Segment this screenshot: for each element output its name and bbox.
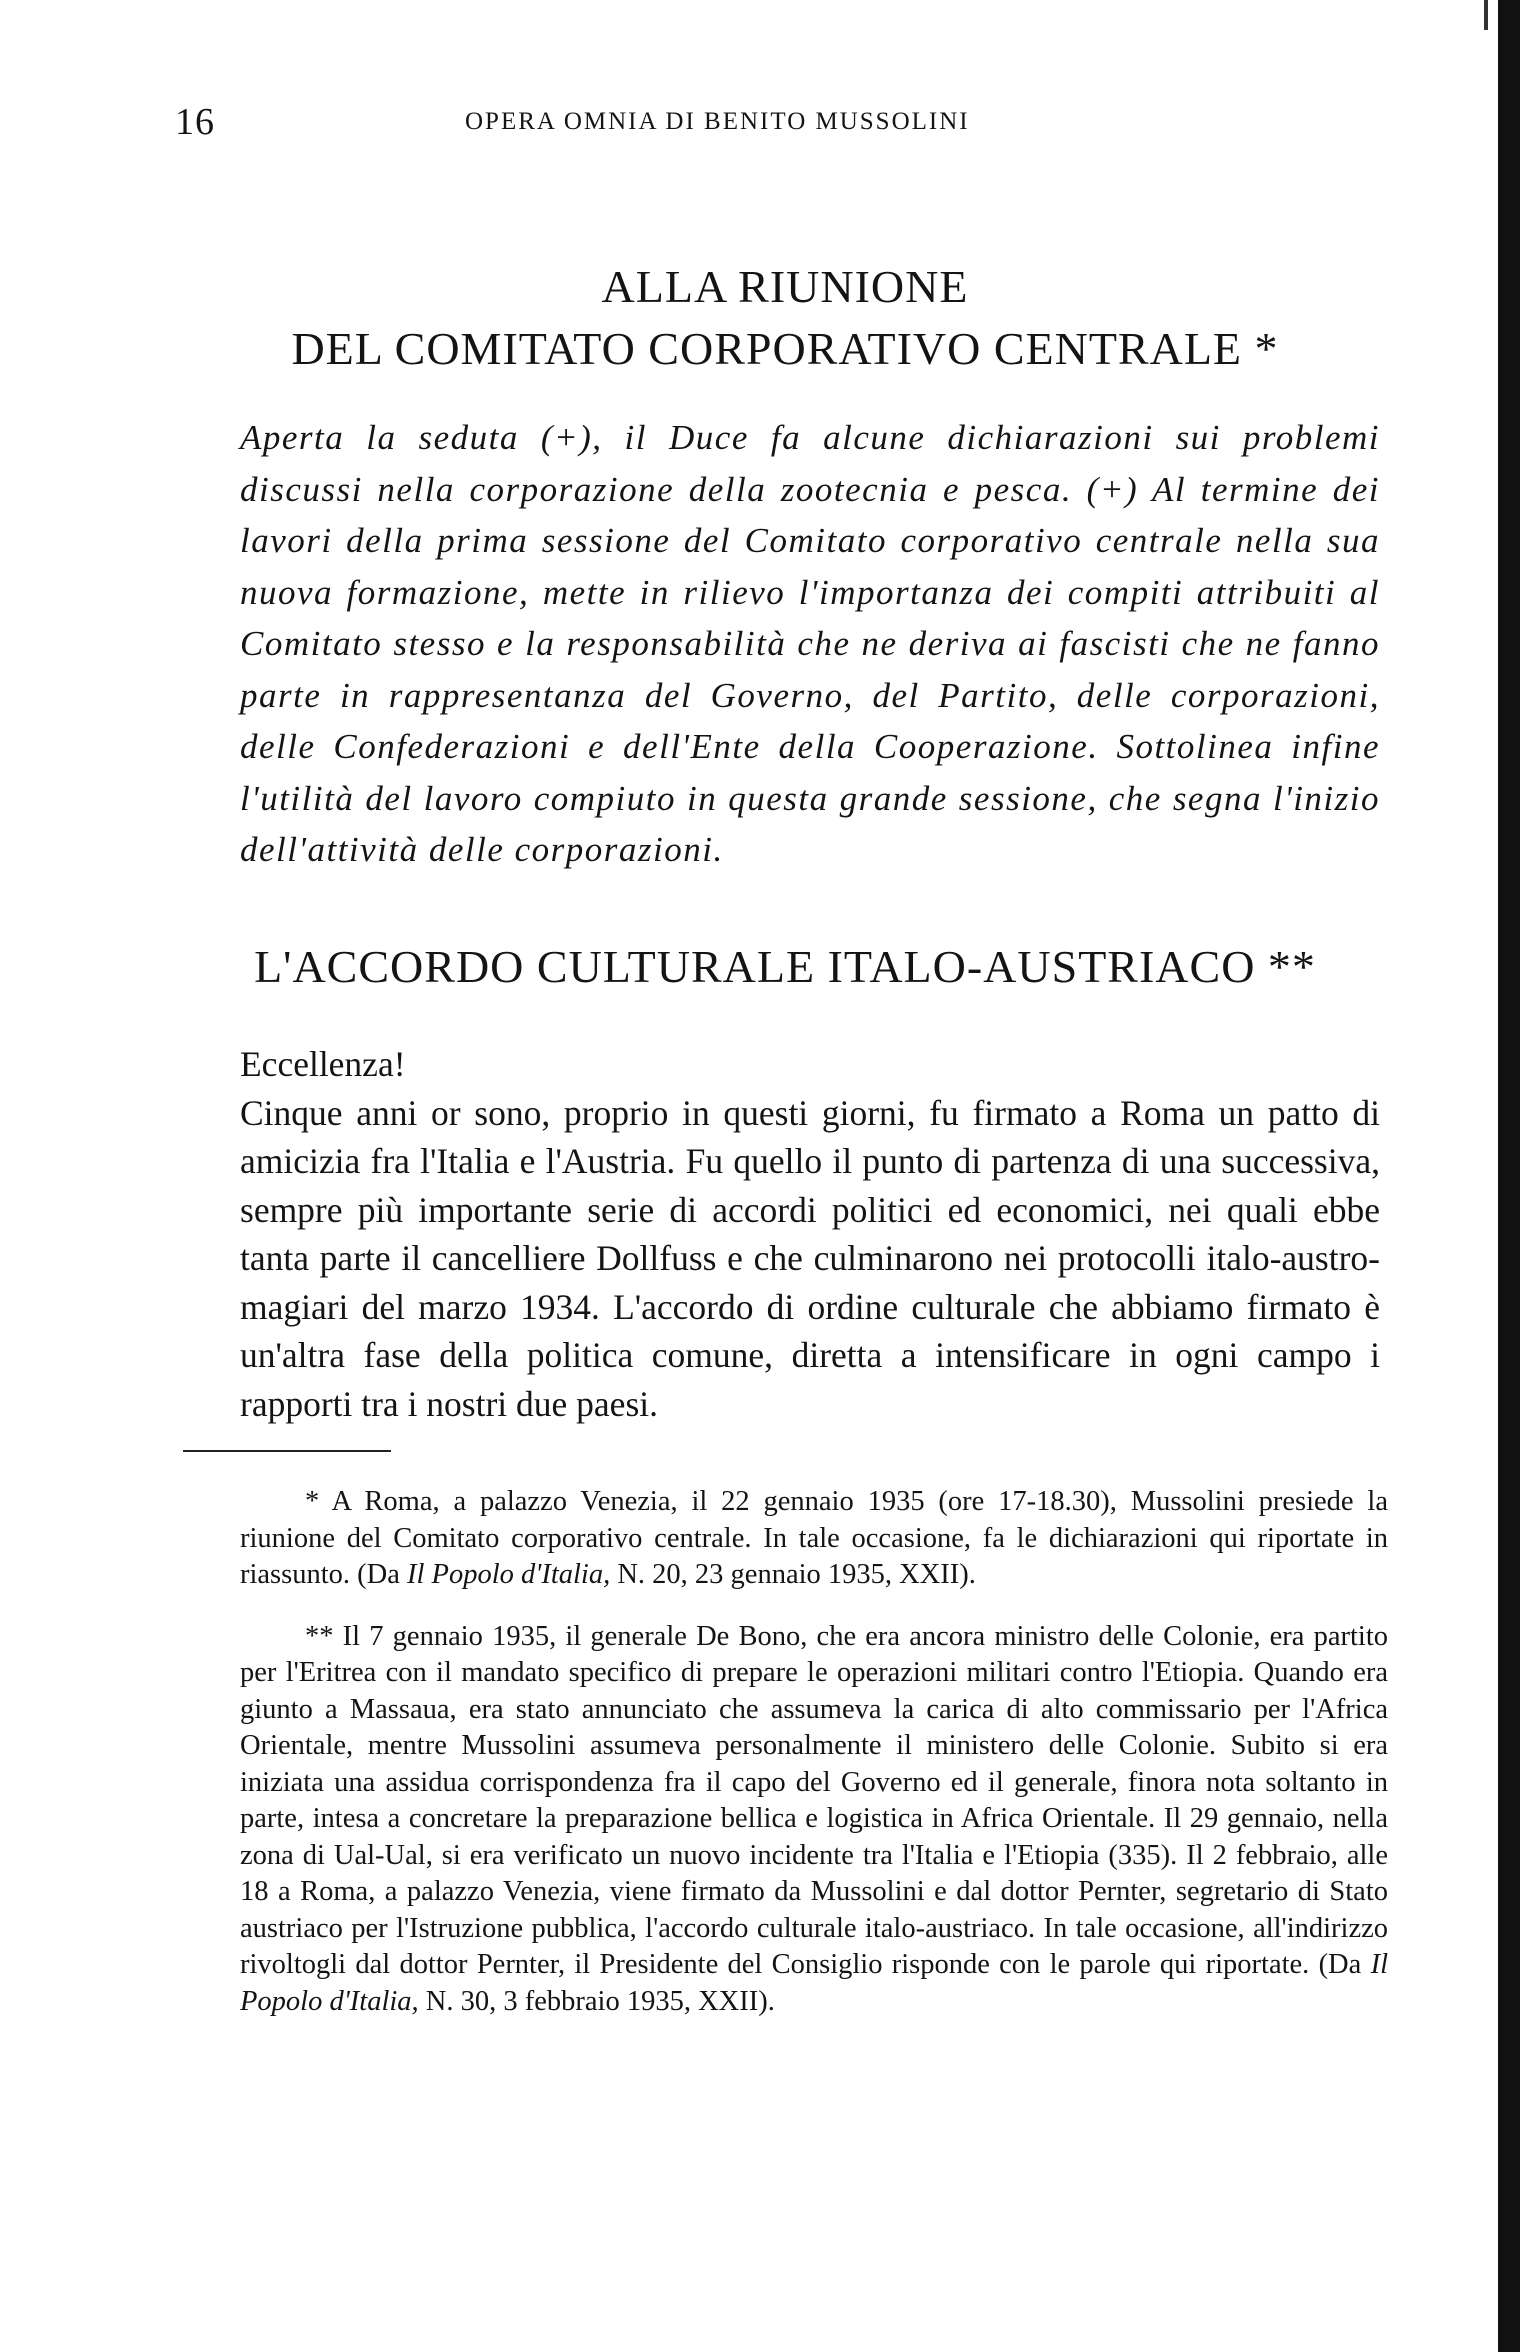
section1-title-line2: DEL COMITATO CORPORATIVO CENTRALE * (291, 323, 1279, 374)
page-number: 16 (175, 101, 215, 143)
section2-title: L'ACCORDO CULTURALE ITALO-AUSTRIACO ** (254, 941, 1316, 992)
footnote-1-text-b: N. 20, 23 gennaio 1935, XXII). (610, 1559, 976, 1590)
footnote-2-text-b: N. 30, 3 febbraio 1935, XXII). (418, 1985, 775, 2017)
body-paragraph: Cinque anni or sono, proprio in questi giorni, fu firmato a Roma un patto di amicizia fra l'Italia e l'Austria. Fu quello il punto di partenza di una successiva, sempre più importante serie di accordi politici ed economici, nei quali ebbe tanta parte il cancelliere Dollfuss e che culminarono nei protocolli italo-austro-magiari del marzo 1934. L'accordo di ordine culturale che abbiamo firmato è un'altra fase della politica comune, diretta a intensificare in ogni campo i rapporti tra i nostri due paesi. (240, 1092, 1380, 1424)
footnotes (240, 1484, 1388, 2045)
page-header (175, 100, 1395, 160)
section1-summary: Aperta la seduta (+), il Duce fa alcune dichiarazioni sui problemi discussi nella corporazione della zootecnia e pesca. (+) Al termine dei lavori della prima sessione del Comitato corporativo centrale nella sua nuova formazione, mette in rilievo l'importanza dei compiti attribuiti al Comitato stesso e la responsabilità che ne deriva ai fascisti che ne fanno parte in rappresentanza del Governo, del Partito, delle corporazioni, delle Confederazioni e dell'Ente della Cooperazione. Sottolinea infine l'utilità del lavoro compiuto in questa grande sessione, che segna l'inizio dell'attività delle corporazioni. (240, 418, 1380, 869)
footnote-2 (240, 1619, 1388, 2021)
footnote-1 (240, 1484, 1388, 1594)
footnote-1-text-a: * A Roma, a palazzo Venezia, il 22 gennaio 1935 (ore 17-18.30), Mussolini presiede la riunione del Comitato corporativo centrale. In tale occasione, fa le dichiarazioni qui riportate in riassunto. (Da (240, 1486, 1388, 1590)
section2-body (240, 1040, 1380, 1428)
footnote-divider (183, 1450, 391, 1452)
salutation: Eccellenza! (240, 1044, 406, 1084)
footnote-1-source: Il Popolo d'Italia, (407, 1559, 611, 1590)
footnote-2-text-a: ** Il 7 gennaio 1935, il generale De Bono, che era ancora ministro delle Colonie, era partito per l'Eritrea con il mandato specifico di prepare le operazioni militari contro l'Etiopia. Quando era giunto a Massaua, era stato annunciato che assumeva la carica di alto commissario per l'Africa Orientale, mentre Mussolini assumeva personalmente il ministero delle Colonie. Subito si era iniziata una assidua corrispondenza fra il capo del Governo ed il generale, finora nota soltanto in parte, intesa a concretare la preparazione bellica e logistica in Africa Orientale. Il 29 gennaio, nella zona di Ual-Ual, si era verificato un nuovo incidente tra l'Italia e l'Etiopia (335). Il 2 febbraio, alle 18 a Roma, a palazzo Venezia, viene firmato da Mussolini e dal dottor Pernter, segretario di Stato austriaco per l'Istruzione pubblica, l'accordo culturale italo-austriaco. In tale occasione, all'indirizzo rivoltogli dal dottor Pernter, il Presidente del Consiglio risponde con le parole qui riportate. (Da (240, 1620, 1388, 1980)
scan-edge-border (1498, 0, 1520, 2352)
running-head: OPERA OMNIA DI BENITO MUSSOLINI (465, 108, 970, 135)
footnote-2-source: Il Popolo d'Italia, (240, 1949, 1388, 2017)
section1-title-line1: ALLA RIUNIONE (601, 261, 969, 312)
